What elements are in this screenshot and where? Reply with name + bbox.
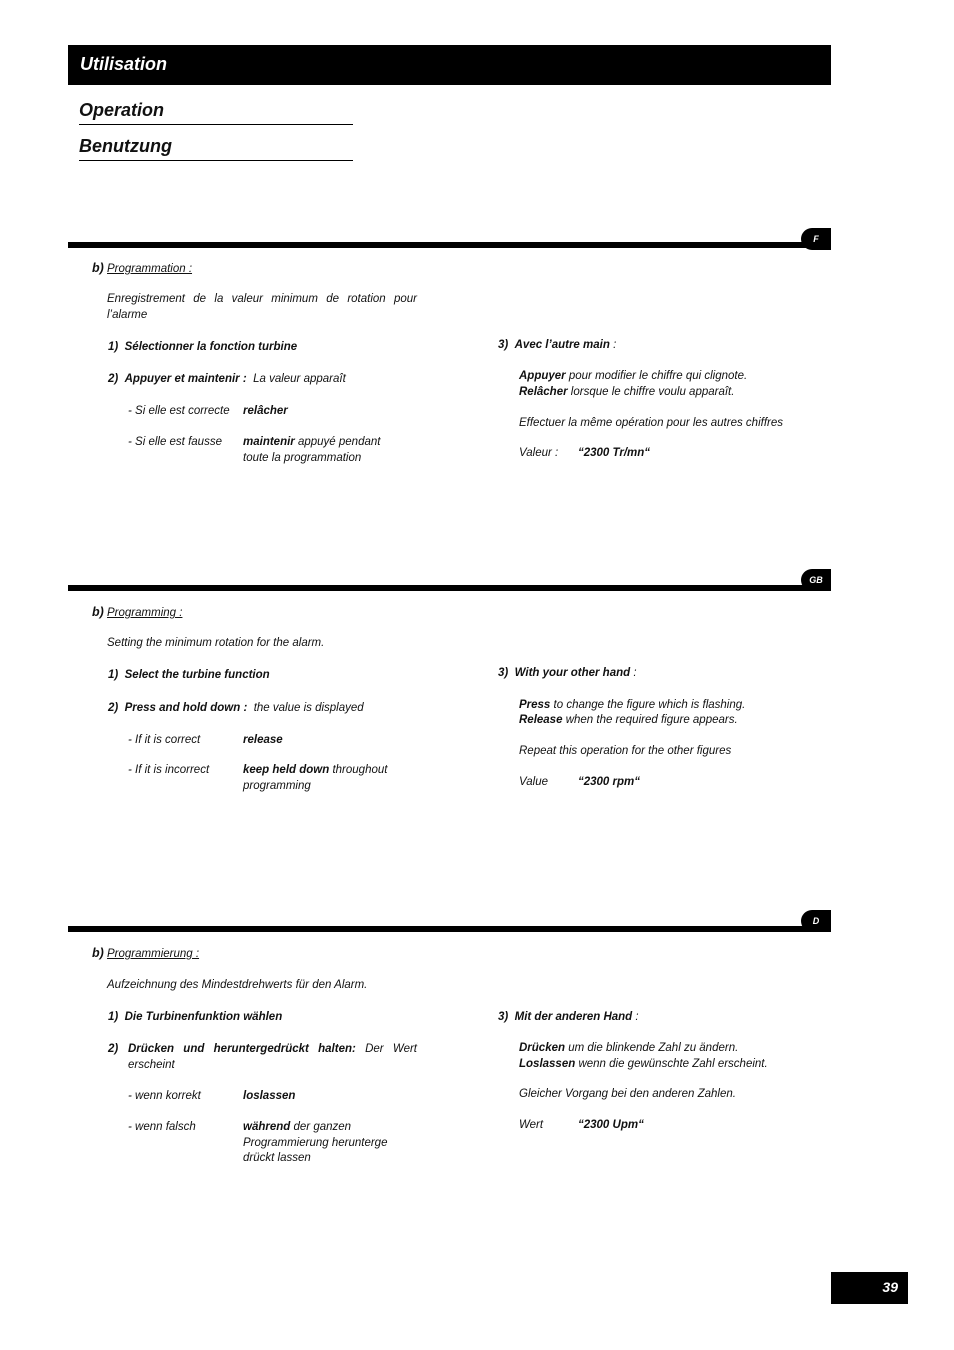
step-2-gb: 2) Press and hold down : the value is displayed: [108, 702, 364, 714]
section-heading-f: b) Programmation :: [92, 261, 193, 275]
case-1-action-gb: release: [243, 734, 283, 746]
press-line-f: Appuyer pour modifier le chiffre qui clignote.: [519, 370, 748, 382]
step-2-f: 2) Appuyer et maintenir : La valeur apparaît: [108, 373, 346, 385]
case-1-action-f: relâcher: [243, 405, 288, 417]
value-label-gb: Value: [519, 776, 548, 788]
subtitle-benutzung: Benutzung: [79, 136, 353, 161]
case-2-label-f: - Si elle est fausse: [128, 436, 222, 448]
step-1-gb: 1) Select the turbine function: [108, 669, 270, 681]
case-2-action-f: maintenir appuyé pendant toute la programmation: [243, 436, 381, 464]
section-heading-gb: b) Programming :: [92, 605, 183, 619]
case-2-action-d: während der ganzen Programmierung herunterge drückt lassen: [243, 1121, 388, 1164]
case-1-label-d: - wenn korrekt: [128, 1090, 201, 1102]
release-line-d: Loslassen wenn die gewünschte Zahl erscheint.: [519, 1058, 768, 1070]
case-2-action-gb: keep held down throughout programming: [243, 764, 388, 792]
release-line-gb: Release when the required figure appears.: [519, 714, 738, 726]
value-f: “2300 Tr/mn“: [578, 447, 651, 459]
step-2-text-d: Drücken und heruntergedrückt halten: Der Wert erscheint: [128, 1043, 417, 1071]
header-bar: [68, 45, 831, 85]
section-rule-f: [68, 242, 831, 248]
step-3-f: 3) Avec l’autre main :: [498, 339, 617, 351]
case-2-label-d: - wenn falsch: [128, 1121, 196, 1133]
language-badge-gb: GB: [801, 569, 831, 591]
language-badge-f: F: [801, 228, 831, 250]
step-3-d: 3) Mit der anderen Hand :: [498, 1011, 639, 1023]
case-1-label-f: - Si elle est correcte: [128, 405, 230, 417]
step-2-d: 2): [108, 1043, 119, 1055]
intro-text-d: Aufzeichnung des Mindestdrehwerts für den Alarm.: [107, 979, 368, 991]
value-d: “2300 Upm“: [578, 1119, 644, 1131]
release-line-f: Relâcher lorsque le chiffre voulu apparaît.: [519, 386, 735, 398]
repeat-line-d: Gleicher Vorgang bei den anderen Zahlen.: [519, 1088, 736, 1100]
repeat-line-f: Effectuer la même opération pour les autres chiffres: [519, 417, 783, 429]
step-1-d: 1) Die Turbinenfunktion wählen: [108, 1011, 283, 1023]
case-1-action-d: loslassen: [243, 1090, 296, 1102]
page-number: 39: [831, 1272, 908, 1304]
section-rule-d: [68, 926, 831, 932]
page-title: Utilisation: [80, 54, 168, 74]
intro-text-f: Enregistrement de la valeur minimum de rotation pour l’alarme: [107, 293, 417, 321]
value-gb: “2300 rpm“: [578, 776, 641, 788]
step-3-gb: 3) With your other hand :: [498, 667, 637, 679]
section-rule-gb: [68, 585, 831, 591]
case-1-label-gb: - If it is correct: [128, 734, 201, 746]
press-line-gb: Press to change the figure which is flashing.: [519, 699, 746, 711]
value-label-f: Valeur :: [519, 447, 559, 459]
language-badge-d: D: [801, 910, 831, 932]
section-heading-d: b) Programmierung :: [92, 946, 200, 960]
repeat-line-gb: Repeat this operation for the other figures: [519, 745, 732, 757]
subtitle-operation: Operation: [79, 100, 353, 125]
step-1-f: 1) Sélectionner la fonction turbine: [108, 341, 298, 353]
intro-text-gb: Setting the minimum rotation for the alarm.: [107, 637, 325, 649]
value-label-d: Wert: [519, 1119, 544, 1131]
press-line-d: Drücken um die blinkende Zahl zu ändern.: [519, 1042, 739, 1054]
case-2-label-gb: - If it is incorrect: [128, 764, 210, 776]
